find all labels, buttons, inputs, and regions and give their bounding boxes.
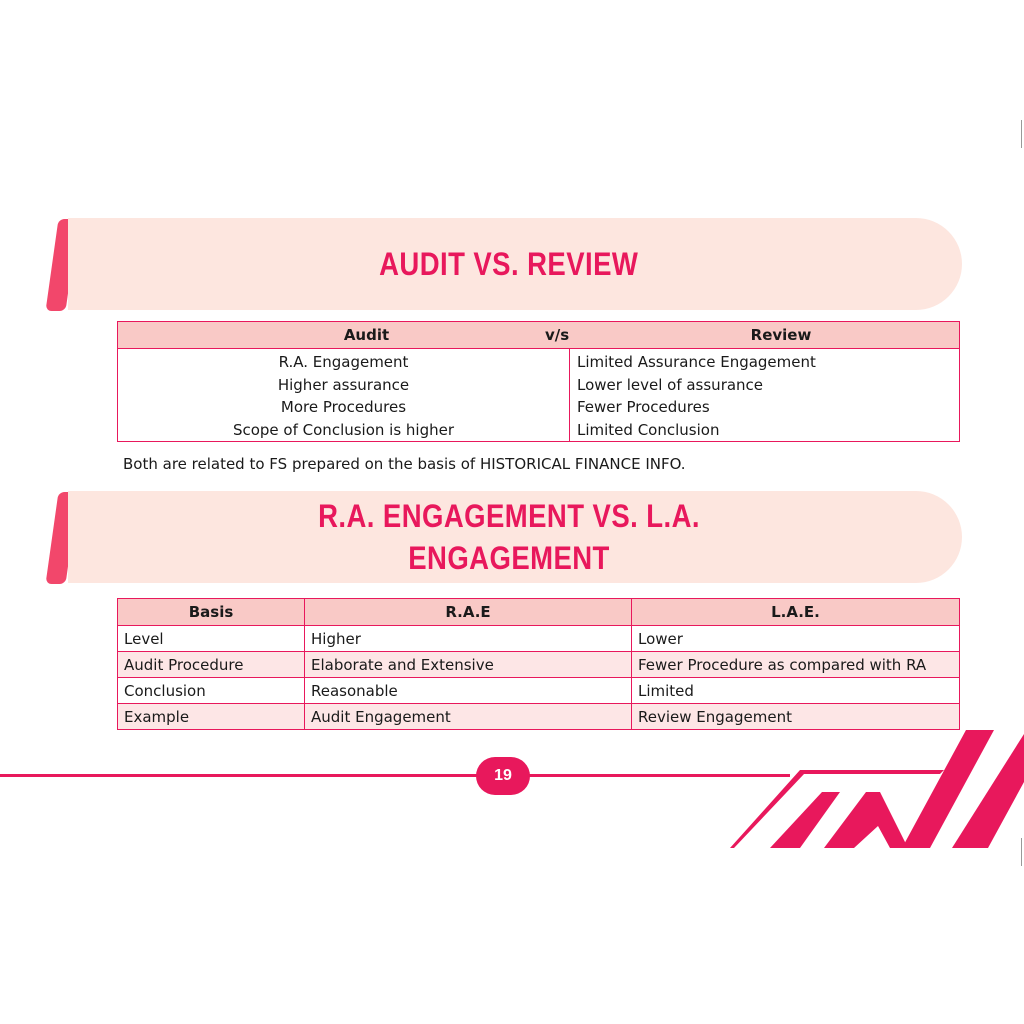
section-banner-audit-vs-review — [68, 218, 962, 310]
table-cell: Limited — [632, 678, 960, 704]
note-text: Both are related to FS prepared on the basis of HISTORICAL FINANCE INFO. — [123, 455, 686, 473]
column-header-rae: R.A.E — [305, 599, 632, 626]
decor-shape-left — [770, 792, 840, 848]
table-cell: Review Engagement — [632, 704, 960, 730]
decor-shape-mid — [824, 792, 908, 848]
table-row — [118, 626, 960, 652]
footer-rule — [0, 774, 790, 777]
table-cell: Audit Engagement — [305, 704, 632, 730]
section-title: AUDIT VS. REVIEW — [379, 246, 639, 282]
section-title-line-1: R.A. ENGAGEMENT VS. L.A. — [318, 498, 700, 534]
table-cell: Elaborate and Extensive — [305, 652, 632, 678]
decorative-corner-graphic — [730, 730, 1024, 850]
header-review: Review — [750, 326, 812, 344]
page-edge-mark — [1021, 120, 1022, 148]
table-header: Audit v/s Review — [118, 322, 960, 349]
table-row — [118, 704, 960, 730]
list-item: Lower level of assurance — [577, 375, 764, 394]
table-header-row — [118, 599, 960, 626]
table-cell: Conclusion — [118, 678, 305, 704]
list-item: Limited Assurance Engagement — [577, 353, 816, 371]
section-title-line-2: ENGAGEMENT — [408, 540, 610, 576]
page-number: 19 — [494, 767, 512, 784]
section-banner-rae-vs-lae — [68, 491, 962, 583]
list-item: Scope of Conclusion is higher — [232, 420, 455, 439]
list-item: Limited Conclusion — [577, 420, 720, 439]
table-header-row — [118, 322, 960, 349]
list-item: More Procedures — [280, 398, 407, 416]
list-item: Higher assurance — [277, 375, 410, 394]
header-audit: Audit — [343, 326, 390, 344]
section-title — [318, 495, 700, 579]
list-item: R.A. Engagement — [278, 353, 409, 371]
table-cell: Higher — [305, 626, 632, 652]
column-header-basis: Basis — [118, 599, 305, 626]
review-column — [570, 349, 960, 442]
table-cell: Lower — [632, 626, 960, 652]
table-cell: Audit Procedure — [118, 652, 305, 678]
table-cell: Example — [118, 704, 305, 730]
list-item: Fewer Procedures — [577, 398, 710, 416]
table-row — [118, 652, 960, 678]
audit-column — [118, 349, 570, 442]
audit-vs-review-table — [117, 321, 960, 442]
table-row — [118, 678, 960, 704]
table-cell: Level — [118, 626, 305, 652]
table-row — [118, 349, 960, 442]
table-cell: Reasonable — [305, 678, 632, 704]
table-cell: Fewer Procedure as compared with RA — [632, 652, 960, 678]
rae-vs-lae-table — [117, 598, 960, 730]
page-edge-mark — [1021, 838, 1022, 866]
column-header-lae: L.A.E. — [632, 599, 960, 626]
page-number-badge — [476, 757, 530, 795]
